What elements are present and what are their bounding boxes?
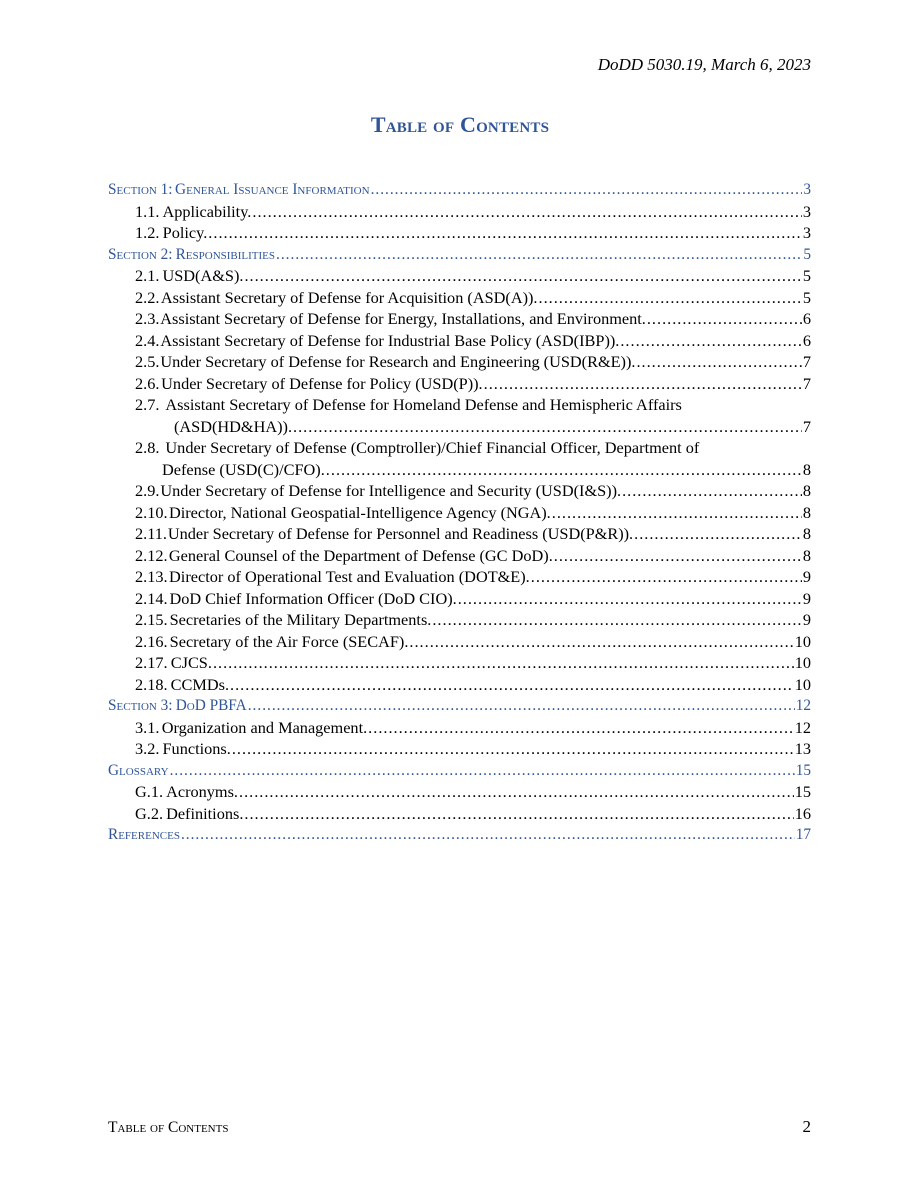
toc-entry-title: Under Secretary of Defense for Personnel and Readiness (USD(P&R)). [167, 524, 634, 543]
dot-leader [647, 308, 802, 330]
toc-entry[interactable] [108, 330, 811, 352]
toc-entry-number: 2.1. [135, 266, 160, 285]
dot-leader [458, 588, 802, 610]
toc-entry[interactable] [108, 717, 811, 739]
toc-section[interactable] [108, 695, 811, 717]
toc-entry-number: 1.1. [135, 201, 160, 221]
toc-page-number: 6 [802, 309, 811, 328]
dot-leader [170, 760, 795, 782]
toc-entry[interactable] [108, 373, 811, 395]
toc-entry-title: Definitions. [166, 803, 244, 823]
toc-section-title: DoD PBFA [175, 697, 247, 714]
toc-page-number: 15 [795, 761, 811, 779]
toc-entry[interactable] [108, 222, 811, 244]
toc-entry-title: Assistant Secretary of Defense for Energy, Installations, and Environment. [160, 309, 646, 328]
toc-section[interactable] [108, 179, 811, 201]
toc-page-number: 8 [802, 524, 811, 543]
toc-entry-title: Assistant Secretary of Defense for Acquisition (ASD(A)). [160, 287, 538, 307]
toc-entry-number: 2.6. [135, 373, 160, 393]
toc-entry[interactable] [108, 674, 811, 696]
toc-entry-title: Functions. [162, 739, 231, 758]
toc-entry-number: 2.7. [135, 395, 160, 414]
toc-page-number: 7 [802, 416, 811, 436]
dot-leader [484, 373, 802, 395]
toc-page-number: 10 [794, 631, 811, 651]
toc-entry[interactable] [108, 588, 811, 610]
toc-entry-title-continued: Defense (USD(C)/CFO). [162, 459, 325, 479]
toc-entry-title: CJCS. [170, 653, 212, 672]
dot-leader [232, 738, 794, 760]
toc-entry[interactable] [108, 781, 811, 803]
toc-entry-title: USD(A&S). [162, 266, 244, 285]
toc-entry-title: Assistant Secretary of Defense for Industrial Base Policy (ASD(IBP)). [160, 330, 620, 350]
toc-entry-title: Policy. [162, 223, 208, 242]
toc-entry-number: 3.1. [135, 717, 160, 737]
toc-page-number: 9 [802, 588, 811, 608]
toc-entry-number: 2.5. [135, 352, 160, 371]
toc-page-number: 8 [802, 545, 811, 565]
toc-entry[interactable] [108, 308, 811, 330]
toc-entry-continuation[interactable] [108, 459, 811, 481]
toc-entry-number: G.2. [135, 803, 164, 823]
toc-entry[interactable] [108, 523, 811, 545]
footer-page-number: 2 [802, 1117, 811, 1136]
toc-entry-number: 2.11. [135, 524, 167, 543]
toc-page-number: 10 [794, 674, 811, 694]
dot-leader [239, 781, 794, 803]
dot-leader [368, 717, 794, 739]
toc-entry-title: Assistant Secretary of Defense for Homeland Defense and Hemispheric Affairs [165, 395, 682, 414]
dot-leader [208, 222, 802, 244]
toc-page-number: 12 [795, 697, 811, 714]
toc-page-number: 3 [802, 201, 811, 221]
toc-page-number: 17 [795, 826, 811, 843]
table-of-contents [108, 179, 811, 846]
toc-entry-title: Under Secretary of Defense (Comptroller)/Chief Financial Officer, Department of [165, 438, 700, 457]
toc-entry[interactable] [108, 652, 811, 674]
toc-section-title: Responsibilities [175, 245, 276, 263]
toc-entry[interactable] [108, 265, 811, 287]
toc-entry-number: 2.15. [135, 610, 168, 629]
toc-section-number: Section 1: [108, 181, 173, 198]
toc-page-number: 3 [803, 181, 811, 198]
toc-page-number: 12 [794, 717, 811, 737]
toc-page-number: 13 [794, 739, 811, 758]
toc-entry[interactable] [108, 803, 811, 825]
document-reference: DoDD 5030.19, March 6, 2023 [597, 55, 811, 74]
page-title: Table of Contents [370, 112, 550, 137]
toc-entry[interactable] [108, 437, 811, 459]
toc-entry-title: Under Secretary of Defense for Intelligence and Security (USD(I&S)). [160, 481, 622, 500]
toc-section-number: Section 3: [108, 697, 173, 714]
toc-entry[interactable] [108, 351, 811, 373]
toc-entry-number: 2.17. [135, 653, 168, 672]
dot-leader [554, 545, 802, 567]
dot-leader [634, 523, 802, 545]
toc-section[interactable] [108, 824, 811, 846]
dot-leader [432, 609, 802, 631]
toc-entry-number: G.1. [135, 782, 164, 801]
toc-entry-continuation[interactable] [108, 416, 811, 438]
dot-leader [248, 695, 795, 717]
toc-entry-number: 3.2. [135, 739, 160, 758]
toc-page-number: 8 [802, 502, 811, 522]
toc-entry-number: 2.3. [135, 309, 160, 328]
toc-entry[interactable] [108, 609, 811, 631]
toc-entry-number: 2.16. [135, 631, 168, 651]
dot-leader [622, 480, 802, 502]
toc-entry-number: 2.14. [135, 588, 168, 608]
dot-leader [252, 201, 801, 223]
toc-page-number: 10 [794, 653, 811, 672]
toc-entry-number: 2.2. [135, 287, 160, 307]
toc-entry-number: 2.10. [135, 502, 168, 522]
dot-leader [230, 674, 794, 696]
toc-entry-title: Director, National Geospatial-Intelligence Agency (NGA). [168, 502, 551, 522]
toc-entry-title: Secretaries of the Military Departments. [169, 610, 432, 629]
toc-page-number: 3 [802, 223, 811, 242]
toc-entry-title: CCMDs. [170, 674, 230, 694]
dot-leader [636, 351, 801, 373]
toc-entry-title: Acronyms. [166, 782, 238, 801]
toc-page-number: 7 [802, 352, 811, 371]
dot-leader [276, 244, 802, 266]
toc-section-number: Section 2: [108, 245, 173, 263]
toc-section-title: General Issuance Information [175, 181, 370, 198]
toc-entry[interactable] [108, 631, 811, 653]
toc-section[interactable] [108, 760, 811, 782]
toc-entry-title: General Counsel of the Department of Defense (GC DoD). [168, 545, 553, 565]
toc-entry-number: 2.13. [135, 567, 168, 586]
toc-entry-title: Under Secretary of Defense for Research and Engineering (USD(R&E)). [160, 352, 636, 371]
toc-entry[interactable] [108, 201, 811, 223]
toc-page-number: 16 [794, 803, 811, 823]
toc-section[interactable] [108, 244, 811, 266]
toc-entry-title: DoD Chief Information Officer (DoD CIO). [169, 588, 457, 608]
toc-entry-title: Under Secretary of Defense for Policy (USD(P)). [161, 373, 483, 393]
toc-entry[interactable] [108, 566, 811, 588]
toc-entry[interactable] [108, 480, 811, 502]
toc-entry-title: Organization and Management. [161, 717, 368, 737]
toc-entry-title-continued: (ASD(HD&HA)). [174, 416, 293, 436]
dot-leader [620, 330, 802, 352]
dot-leader [293, 416, 802, 438]
dot-leader [409, 631, 793, 653]
toc-entry-number: 2.12. [135, 545, 168, 565]
toc-entry-number: 1.2. [135, 223, 160, 242]
toc-page-number: 5 [802, 287, 811, 307]
toc-page-number: 8 [802, 459, 811, 479]
toc-page-number: 5 [803, 245, 811, 263]
toc-page-number: 9 [802, 567, 811, 586]
toc-entry-title: Secretary of the Air Force (SECAF). [169, 631, 409, 651]
toc-page-number: 8 [802, 481, 811, 500]
footer-label: Table of Contents [108, 1119, 229, 1136]
dot-leader [244, 803, 793, 825]
toc-entry[interactable] [108, 738, 811, 760]
toc-section-title: Glossary [108, 761, 169, 779]
dot-leader [371, 179, 803, 201]
toc-page-number: 9 [802, 610, 811, 629]
dot-leader [181, 824, 795, 846]
toc-entry[interactable] [108, 394, 811, 416]
dot-leader [531, 566, 802, 588]
toc-entry[interactable] [108, 287, 811, 309]
toc-page-number: 7 [802, 373, 811, 393]
toc-page-number: 5 [802, 266, 811, 285]
toc-entry-number: 2.18. [135, 674, 168, 694]
toc-entry-number: 2.8. [135, 438, 160, 457]
dot-leader [539, 287, 802, 309]
dot-leader [326, 459, 802, 481]
dot-leader [213, 652, 794, 674]
toc-entry[interactable] [108, 545, 811, 567]
toc-entry-number: 2.4. [135, 330, 160, 350]
toc-entry[interactable] [108, 502, 811, 524]
toc-entry-number: 2.9. [135, 481, 160, 500]
dot-leader [552, 502, 802, 524]
toc-page-number: 15 [794, 782, 811, 801]
toc-entry-title: Applicability. [162, 201, 252, 221]
toc-page-number: 6 [802, 330, 811, 350]
dot-leader [244, 265, 801, 287]
toc-section-title: References [108, 826, 180, 843]
toc-entry-title: Director of Operational Test and Evaluation (DOT&E). [169, 567, 530, 586]
